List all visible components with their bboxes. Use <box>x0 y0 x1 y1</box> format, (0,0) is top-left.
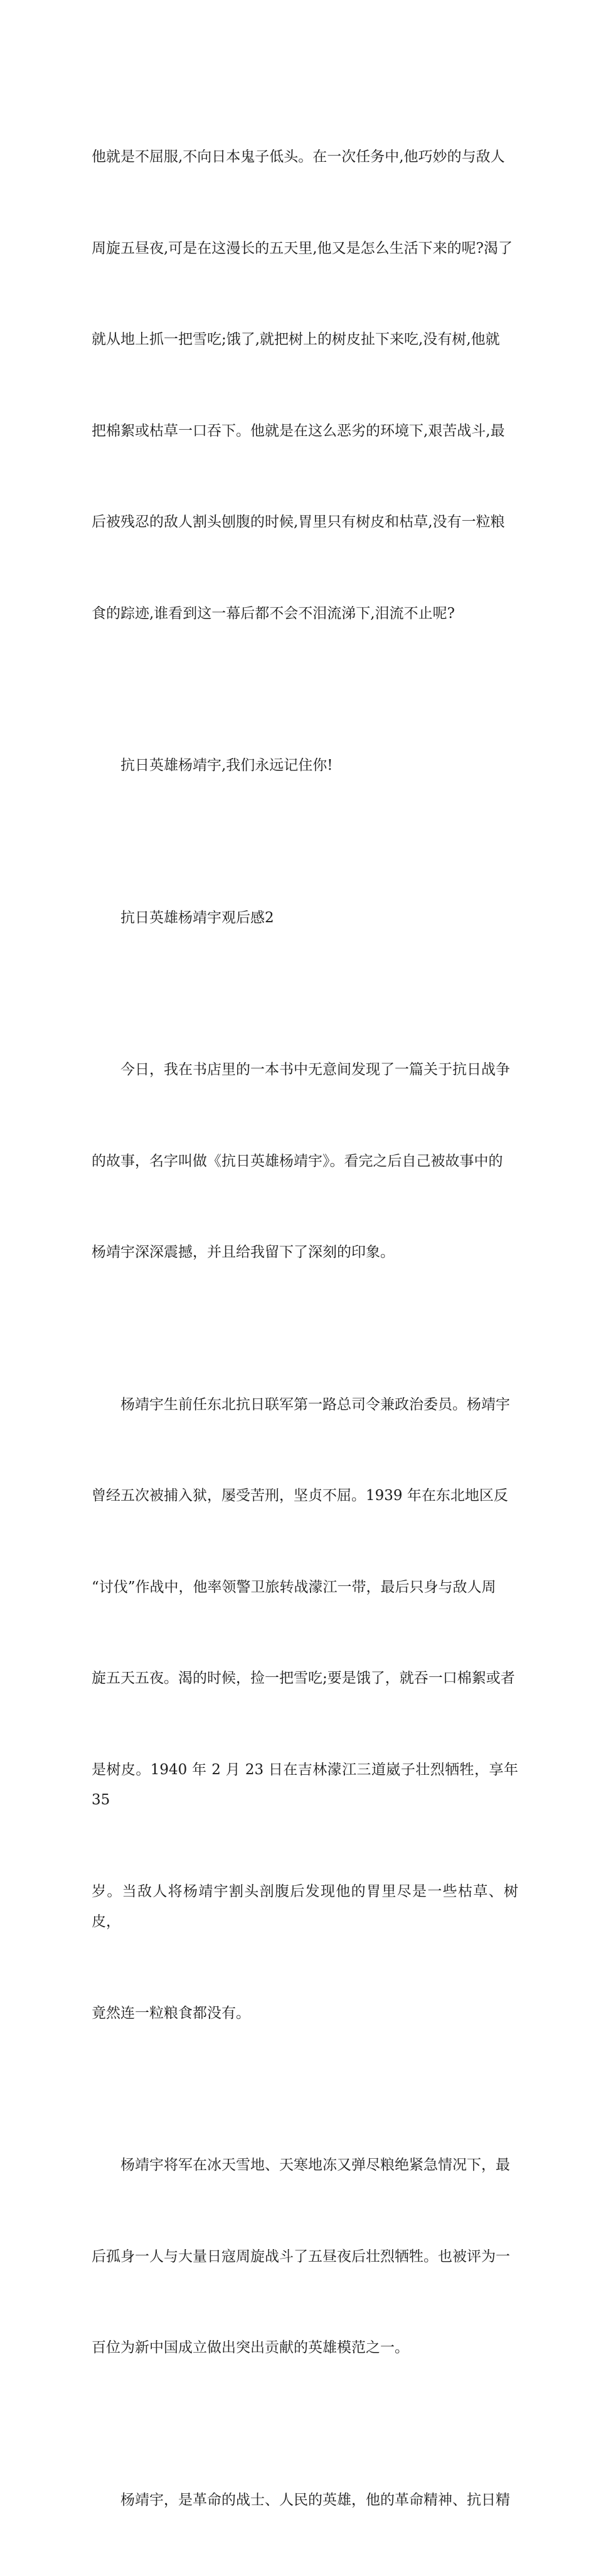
text-line: “讨伐”作战中，他率领警卫旅转战濛江一带，最后只身与敌人周 <box>92 1572 518 1603</box>
text-line: 周旋五昼夜,可是在这漫长的五天里,他又是怎么生活下来的呢?渴了 <box>92 233 518 264</box>
paragraph <box>92 1329 518 2090</box>
paragraph <box>92 994 518 1329</box>
paragraph <box>92 2089 518 2424</box>
section-heading <box>92 842 518 994</box>
text-line: 杨靖宇将军在冰天雪地、天寒地冻又弹尽粮绝紧急情况下，最 <box>92 2150 518 2181</box>
text-line: 杨靖宇，是革命的战士、人民的英雄，他的革命精神、抗日精 <box>92 2485 518 2516</box>
text-line: 他就是不屈服,不向日本鬼子低头。在一次任务中,他巧妙的与敌人 <box>92 142 518 173</box>
paragraph <box>92 689 518 842</box>
text-line: 竟然连一粒粮食都没有。 <box>92 1998 518 2029</box>
text-line: 后被残忍的敌人割头刨腹的时候,胃里只有树皮和枯草,没有一粒粮 <box>92 507 518 538</box>
paragraph <box>92 81 518 689</box>
text-line: 杨靖宇生前任东北抗日联军第一路总司令兼政治委员。杨靖宇 <box>92 1390 518 1420</box>
text-line: 抗日英雄杨靖宇,我们永远记住你! <box>92 750 518 781</box>
text-line: 后孤身一人与大量日寇周旋战斗了五昼夜后壮烈牺牲。也被评为一 <box>92 2242 518 2272</box>
text-line: 的故事，名字叫做《抗日英雄杨靖宇》。看完之后自己被故事中的 <box>92 1146 518 1177</box>
text-line: 把棉絮或枯草一口吞下。他就是在这么恶劣的环境下,艰苦战斗,最 <box>92 416 518 447</box>
text-line: 抗日英雄杨靖宇观后感2 <box>92 903 518 934</box>
document-body <box>92 81 518 2576</box>
text-line: 今日，我在书店里的一本书中无意间发现了一篇关于抗日战争 <box>92 1055 518 1085</box>
text-line: 是树皮。1940 年 2 月 23 日在吉林濛江三道崴子壮烈牺牲，享年 35 <box>92 1755 518 1816</box>
paragraph <box>92 2424 518 2576</box>
document-page <box>0 0 596 843</box>
text-line: 岁。当敌人将杨靖宇割头剖腹后发现他的胃里尽是一些枯草、树皮， <box>92 1876 518 1937</box>
text-line: 曾经五次被捕入狱，屡受苦刑，坚贞不屈。1939 年在东北地区反 <box>92 1481 518 1511</box>
text-line: 杨靖宇深深震撼，并且给我留下了深刻的印象。 <box>92 1237 518 1268</box>
text-line: 食的踪迹,谁看到这一幕后都不会不泪流涕下,泪流不止呢? <box>92 599 518 629</box>
text-line: 百位为新中国成立做出突出贡献的英雄模范之一。 <box>92 2333 518 2363</box>
text-line: 旋五天五夜。渴的时候，捡一把雪吃;要是饿了，就吞一口棉絮或者 <box>92 1663 518 1694</box>
text-line: 就从地上抓一把雪吃;饿了,就把树上的树皮扯下来吃,没有树,他就 <box>92 324 518 355</box>
